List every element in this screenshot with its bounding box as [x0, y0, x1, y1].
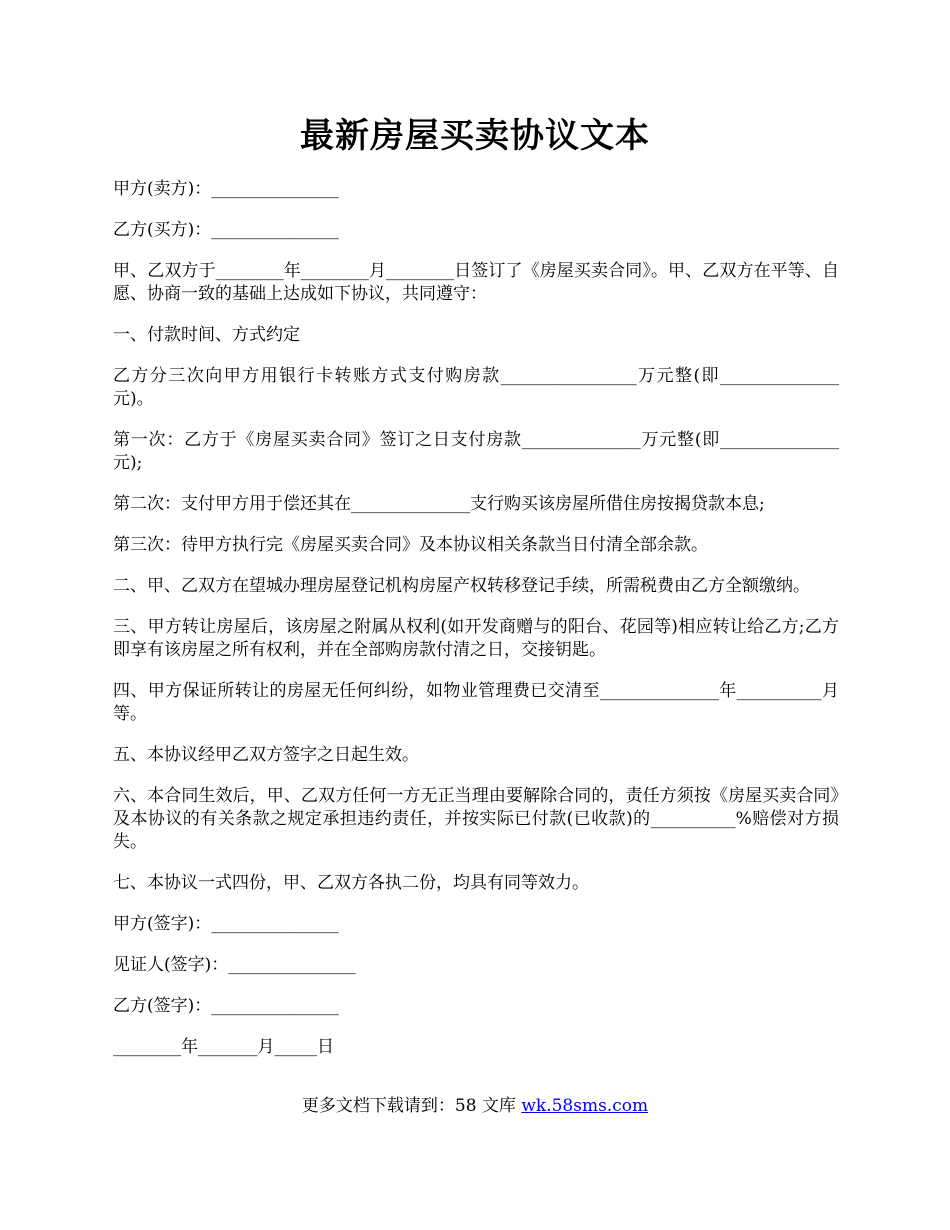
third-payment-paragraph: 第三次：待甲方执行完《房屋买卖合同》及本协议相关条款当日付清全部余款。: [113, 535, 708, 555]
document-body: [113, 178, 839, 1077]
document-title: 最新房屋买卖协议文本: [300, 116, 650, 156]
buyer-signature-line: 乙方(签字)：_______________: [113, 996, 339, 1016]
footer-link[interactable]: wk.58sms.com: [521, 1096, 649, 1116]
second-payment-paragraph: 第二次：支付甲方用于偿还其在______________支行购买该房屋所借住房按揭贷款本息;: [113, 494, 765, 514]
section-6-paragraph: 六、本合同生效后，甲、乙双方任何一方无正当理由要解除合同的，责任方须按《房屋买卖合同》及本协议的有关条款之规定承担违约责任，并按实际已付款(已收款)的__________%赔偿对方损失。: [113, 786, 839, 852]
section-7-paragraph: 七、本协议一式四份，甲、乙双方各执二份，均具有同等效力。: [113, 873, 589, 893]
witness-signature-line: 见证人(签字)：_______________: [113, 955, 356, 975]
section-5-paragraph: 五、本协议经甲乙双方签字之日起生效。: [113, 745, 419, 765]
section-3-paragraph: 三、甲方转让房屋后，该房屋之附属从权利(如开发商赠与的阳台、花园等)相应转让给乙方;乙方即享有该房屋之所有权利，并在全部购房款付清之日，交接钥匙。: [113, 617, 839, 660]
buyer-line: 乙方(买方)：_______________: [113, 220, 339, 240]
section-1-heading: 一、付款时间、方式约定: [113, 325, 300, 345]
seller-line: 甲方(卖方)：_______________: [113, 179, 339, 199]
first-payment-paragraph: 第一次：乙方于《房屋买卖合同》签订之日支付房款______________万元整(即______________元);: [113, 430, 839, 473]
section-4-paragraph: 四、甲方保证所转让的房屋无任何纠纷，如物业管理费已交清至______________年__________月等。: [113, 681, 839, 724]
footer: [0, 1094, 950, 1118]
intro-paragraph: 甲、乙双方于________年________月________日签订了《房屋买卖合同》。甲、乙双方在平等、自愿、协商一致的基础上达成如下协议，共同遵守：: [113, 261, 839, 304]
footer-text: 更多文档下载请到：58 文库: [301, 1096, 522, 1116]
date-line: ________年_______月_____日: [113, 1037, 334, 1057]
seller-signature-line: 甲方(签字)：_______________: [113, 914, 339, 934]
payment-method-paragraph: 乙方分三次向甲方用银行卡转账方式支付购房款________________万元整(即______________元)。: [113, 366, 839, 409]
section-2-paragraph: 二、甲、乙双方在望城办理房屋登记机构房屋产权转移登记手续，所需税费由乙方全额缴纳。: [113, 576, 810, 596]
